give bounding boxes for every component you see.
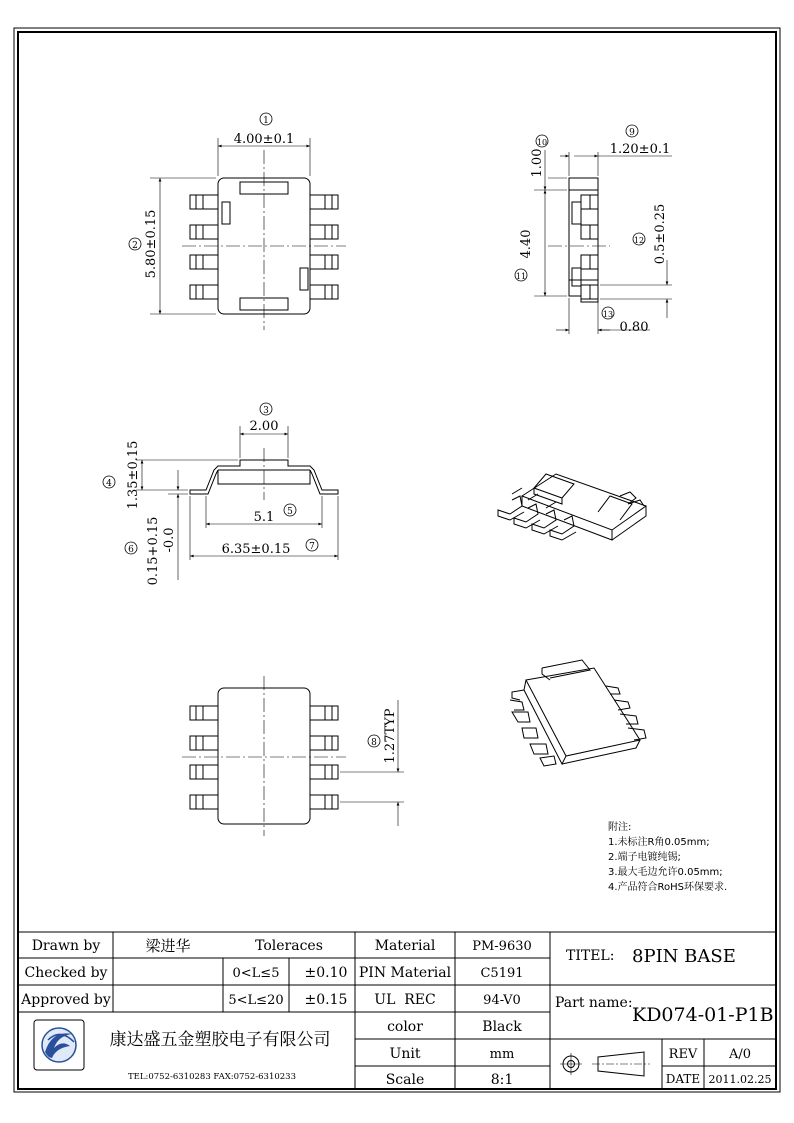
material-label: Material [374, 938, 436, 954]
dim-8 [368, 708, 398, 763]
approved-by-label: Approved by [21, 992, 111, 1008]
top-view-left-pins [190, 195, 218, 299]
title-label: TITEL: [566, 948, 615, 964]
date-value: 2011.02.25 [708, 1073, 772, 1086]
dim-13-label: 0.80 [619, 320, 649, 335]
dim-7 [222, 539, 318, 557]
tolerance-row2-range: 5<L≤20 [228, 993, 284, 1008]
notes-title: 附注: [608, 822, 632, 833]
dim-9-label: 1.20±0.1 [609, 142, 671, 157]
dim-12-label: 0.5±0.25 [653, 203, 668, 265]
top-view-right-pins [310, 195, 338, 299]
isometric-bottom-pins [510, 686, 646, 766]
company-contact: TEL:0752-6310283 FAX:0752-6310233 [127, 1072, 297, 1082]
inner-border [18, 32, 776, 1089]
company-name: 康达盛五金塑胶电子有限公司 [109, 1030, 331, 1050]
bottom-view-left-pins [190, 706, 218, 809]
drawn-by-value: 梁进华 [145, 937, 191, 955]
dim-6-label-lower: -0.0 [162, 527, 177, 553]
dim-8-num: 8 [371, 738, 377, 748]
isometric-top-view [498, 474, 646, 540]
drawn-by-label: Drawn by [31, 938, 101, 954]
dim-11-label: 4.40 [519, 229, 534, 259]
dim-4-num: 4 [106, 479, 112, 489]
dim-7-num: 7 [309, 542, 315, 552]
dim-5-label: 5.1 [253, 510, 275, 525]
dim-2-label: 5.80±0.15 [144, 209, 159, 279]
note-item: 1.未标注R角0.05mm; [608, 837, 710, 848]
dim-1-num: 1 [263, 116, 269, 126]
drawing-notes [608, 820, 727, 895]
bottom-view-right-pins [310, 706, 338, 809]
dim-12 [633, 204, 668, 265]
dim-2-num: 2 [132, 241, 138, 251]
rev-label: REV [668, 1047, 698, 1062]
side-view-right [534, 150, 672, 334]
scale-label: Scale [385, 1072, 425, 1088]
dim-4-label: 1.35±0.15 [126, 440, 141, 510]
note-item: 4.产品符合RoHS环保要求. [608, 882, 728, 893]
pin-material-value: C5191 [480, 966, 524, 981]
ul-label: UL REC [374, 992, 436, 1008]
isometric-bottom-view [510, 660, 646, 766]
dim-11 [515, 230, 534, 281]
dim-13-num: 13 [602, 310, 614, 319]
dim-6 [125, 517, 177, 586]
dim-9 [610, 125, 671, 157]
checked-by-label: Checked by [24, 965, 108, 981]
scale-value: 8:1 [490, 1072, 514, 1088]
dim-6-num: 6 [128, 545, 134, 555]
company-logo [34, 1020, 84, 1070]
date-label: DATE [665, 1072, 701, 1086]
dim-3-num: 3 [263, 406, 269, 416]
color-label: color [387, 1019, 423, 1035]
dim-5-num: 5 [287, 507, 293, 517]
tolerance-row1-value: ±0.10 [304, 965, 348, 981]
dim-13 [602, 307, 648, 335]
dim-6-label: 0.15+0.15 [146, 516, 161, 586]
material-value: PM-9630 [472, 939, 532, 954]
rev-value: A/0 [728, 1047, 752, 1062]
dim-4 [103, 441, 141, 510]
part-name-label: Part name: [555, 995, 633, 1011]
dim-12-num: 12 [633, 236, 645, 245]
dim-8-label: 1.27TYP [383, 708, 398, 764]
unit-value: mm [489, 1047, 515, 1062]
dim-9-num: 9 [629, 128, 635, 138]
pin-material-label: PIN Material [358, 965, 452, 981]
part-name-value: KD074-01-P1B [632, 1004, 774, 1026]
tolerance-row2-value: ±0.15 [304, 992, 348, 1008]
dim-11-num: 11 [515, 272, 527, 281]
dim-2 [129, 210, 159, 279]
projection-symbol-icon [560, 1052, 650, 1076]
color-value: Black [482, 1019, 522, 1035]
dim-3-label: 2.00 [249, 419, 279, 434]
dim-1 [234, 113, 295, 147]
note-item: 2.端子电镀纯锡; [608, 852, 681, 863]
dim-7-label: 6.35±0.15 [221, 542, 291, 557]
dim-1-label: 4.00±0.1 [233, 132, 295, 147]
dim-10-num: 10 [536, 138, 548, 147]
dim-3 [250, 403, 279, 434]
tolerances-label: Toleraces [255, 938, 323, 954]
unit-label: Unit [389, 1046, 421, 1062]
dim-5 [254, 504, 296, 525]
ul-value: 94-V0 [483, 993, 521, 1008]
tolerance-row1-range: 0<L≤5 [232, 966, 280, 981]
bottom-view [182, 676, 404, 836]
note-item: 3.最大毛边允许0.05mm; [608, 867, 723, 878]
top-view [150, 138, 346, 330]
title-value: 8PIN BASE [632, 946, 736, 967]
dim-10-label: 1.00 [530, 148, 545, 178]
